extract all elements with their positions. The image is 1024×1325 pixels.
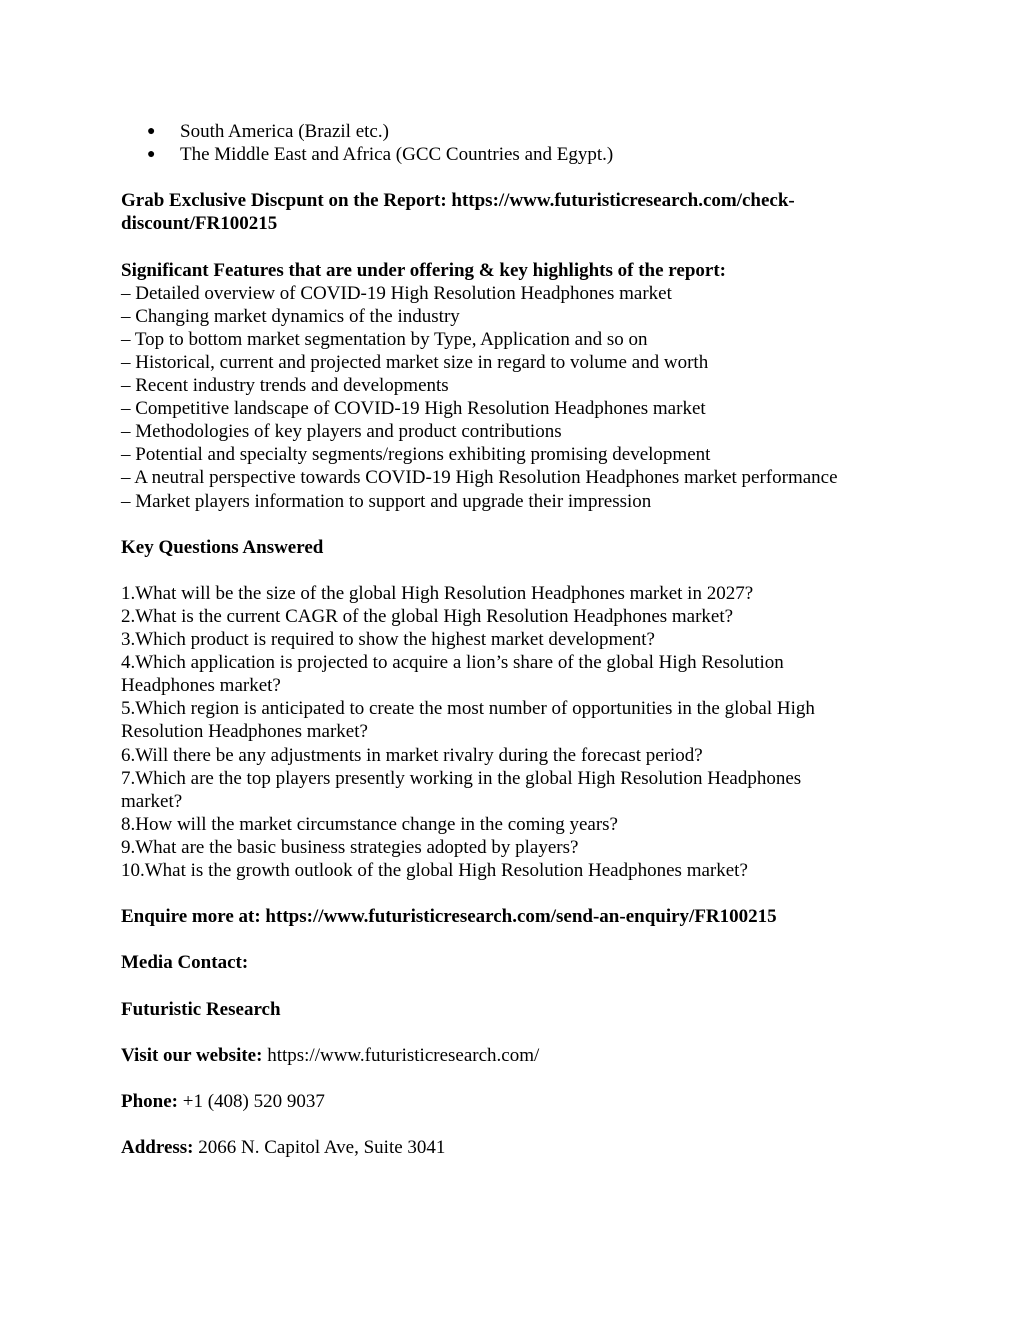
question-item: 4.Which application is projected to acquire a lion’s share of the global High Resolution Headphones market? bbox=[121, 652, 784, 697]
feature-item: – A neutral perspective towards COVID-19 High Resolution Headphones market performance bbox=[121, 467, 838, 489]
website-row bbox=[121, 1044, 901, 1067]
company-name: Futuristic Research bbox=[121, 998, 281, 1020]
feature-item: – Detailed overview of COVID-19 High Resolution Headphones market bbox=[121, 282, 672, 304]
question-item: 8.How will the market circumstance change in the coming years? bbox=[121, 813, 618, 835]
feature-item: – Competitive landscape of COVID-19 High Resolution Headphones market bbox=[121, 398, 706, 420]
feature-item: – Top to bottom market segmentation by Type, Application and so on bbox=[121, 328, 648, 350]
bullet-icon: ● bbox=[147, 124, 156, 139]
enquire-line: Enquire more at: https://www.futuristicresearch.com/send-an-enquiry/FR100215 bbox=[121, 906, 777, 928]
address-row bbox=[121, 1136, 901, 1159]
question-item: 7.Which are the top players presently working in the global High Resolution Headphones market? bbox=[121, 767, 802, 812]
address-label: Address: bbox=[121, 1137, 194, 1159]
question-item: 10.What is the growth outlook of the global High Resolution Headphones market? bbox=[121, 860, 748, 881]
website-label: Visit our website: bbox=[121, 1044, 263, 1066]
phone-label: Phone: bbox=[121, 1090, 178, 1112]
region-list bbox=[121, 120, 901, 166]
list-item bbox=[121, 143, 901, 166]
question-item: 1.What will be the size of the global High Resolution Headphones market in 2027? bbox=[121, 582, 754, 604]
question-item: 2.What is the current CAGR of the global High Resolution Headphones market? bbox=[121, 605, 734, 627]
question-item: 3.Which product is required to show the highest market development? bbox=[121, 629, 655, 651]
phone-row bbox=[121, 1090, 901, 1113]
media-contact-heading: Media Contact: bbox=[121, 952, 249, 974]
questions-heading: Key Questions Answered bbox=[121, 536, 324, 558]
feature-item: – Market players information to support and upgrade their impression bbox=[121, 490, 652, 512]
list-item bbox=[121, 120, 901, 143]
region-text: The Middle East and Africa (GCC Countries and Egypt.) bbox=[180, 144, 614, 166]
website-value: https://www.futuristicresearch.com/ bbox=[267, 1044, 540, 1066]
feature-item: – Changing market dynamics of the industry bbox=[121, 305, 460, 327]
feature-item: – Historical, current and projected market size in regard to volume and worth bbox=[121, 351, 709, 373]
discount-line: Grab Exclusive Discpunt on the Report: https://www.futuristicresearch.com/check-discount/FR100215 bbox=[121, 190, 795, 235]
feature-item: – Methodologies of key players and product contributions bbox=[121, 421, 562, 443]
phone-value: +1 (408) 520 9037 bbox=[182, 1090, 325, 1112]
question-item: 5.Which region is anticipated to create the most number of opportunities in the global High Resolution Headphones market? bbox=[121, 698, 815, 743]
bullet-icon: ● bbox=[147, 147, 156, 163]
address-value: 2066 N. Capitol Ave, Suite 3041 bbox=[198, 1137, 446, 1159]
document-page bbox=[121, 120, 901, 1159]
feature-item: – Recent industry trends and developments bbox=[121, 375, 449, 397]
region-text: South America (Brazil etc.) bbox=[180, 121, 389, 142]
feature-item: – Potential and specialty segments/regions exhibiting promising development bbox=[121, 444, 711, 466]
question-item: 9.What are the basic business strategies adopted by players? bbox=[121, 836, 579, 858]
features-heading: Significant Features that are under offering & key highlights of the report: bbox=[121, 259, 726, 281]
question-item: 6.Will there be any adjustments in market rivalry during the forecast period? bbox=[121, 744, 703, 766]
